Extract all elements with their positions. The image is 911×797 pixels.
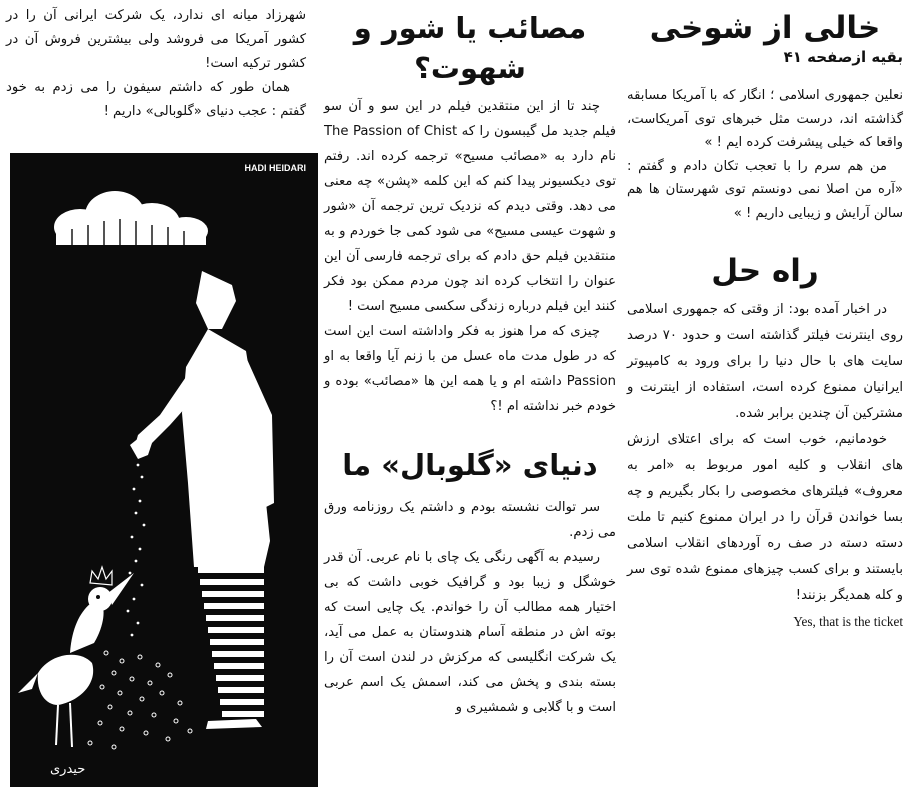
paragraph: شهرزاد میانه ای ندارد، یک شرکت ایرانی آن را در کشور آمریکا می فروشد ولی بیشترین فروش آن در کشور ترکیه است! (6, 8, 306, 71)
cartoon-credit: HADI HEIDARI (244, 163, 306, 173)
paragraph: نعلین جمهوری اسلامی ؛ انگار که با آمریکا مسابقه گذاشته اند، درست مثل خبرهای توی آمریکاست، واقعا که خیلی پیشرفت کرده ایم ! » (627, 88, 903, 150)
paragraph: سر توالت نشسته بودم و داشتم یک روزنامه ورق می زدم. (324, 500, 616, 540)
english-line: Yes, that is the ticket (793, 614, 903, 629)
paragraph: همان طور که داشتم سیفون را می زدم به خود گفتم : عجب دنیای «گلوبالی» داریم ! (6, 80, 306, 119)
left-column (6, 0, 306, 124)
continued-from-page: بقیه ازصفحه ۴۱ (783, 48, 903, 66)
column-title-global-world: دنیای «گلوبال» ما (342, 448, 598, 482)
paragraph: من هم سرم را با تعجب تکان دادم و گفتم : «آره من اصلا نمی دونستم توی شهرستان ها هم سالن آرایش و زیبایی داریم ! » (627, 158, 903, 221)
paragraph: در اخبار آمده بود: از وقتی که جمهوری اسلامی روی اینترنت فیلتر گذاشته است و حدود ۷۰ درصد سایت های با حال دنیا را برای ورود به کامپیوتر ایرانیان ممنوع کرده است، استفاده از اینترنت و مشترکین آن چندین برابر شده. (627, 302, 903, 421)
middle-column (324, 0, 616, 720)
paragraph: چند تا از این منتقدین فیلم در این سو و آن سو فیلم جدید مل گیبسون را که The Passion of Chist نام دارد به «مصائب مسیح» ترجمه کرده اند. رفتم توی دیکسیونر پیدا کنم که این کلمه «پشن» چه معنی می دهد. وقتی دیدم که نزدیک ترین ترجمه آن «شور و شهوت عیسی مسیح» می شود کمی جا خوردم و به منتقدین فیلم حق دادم که برای ترجمه فارسی آن این عنوان را انتخاب کرده اند چون مردم ممکن بود فکر کنند این فیلم درباره زندگی سکسی مسیح است ! (324, 99, 616, 314)
editorial-cartoon (10, 153, 318, 787)
cartoon-signature: حیدری (50, 762, 86, 777)
column-title-passion: مصائب یا شور و شهوت؟ (353, 11, 587, 85)
right-column (627, 0, 903, 634)
paragraph: رسیدم به آگهی رنگی یک چای با نام عربی. آن قدر خوشگل و زیبا بود و گرافیک خوبی داشت که بی اختیار همه مطالب آن را خواندم. یک چایی است که بوته اش در منطقه آسام هندوستان به عمل می آید، یک شرکت انگلیسی که مرکزش در لندن است آن را بسته بندی و پخش می کند، اسمش یک اسم عربی است و با گلابی و شمشیری و (324, 550, 616, 715)
paragraph: چیزی که مرا هنوز به فکر واداشته است این است که در طول مدت ماه عسل من با زنم آیا واقعا به او Passion داشته ام و یا همه این ها «مصائب» بوده و خودم خبر نداشته ام !؟ (324, 324, 616, 414)
column-title-no-joke: خالی از شوخی (649, 10, 881, 46)
column-title-solution: راه حل (711, 253, 819, 289)
paragraph: خودمانیم، خوب است که برای اعتلای ارزش های انقلاب و کلیه امور مربوط به «امر به معروف» فیلترهای مخصوصی را بکار بگیریم و چه بسا خواندن قرآن را در ایران ممنوع کنیم تا ملت دسته دسته در صف ره آوردهای انقلاب اسلامی بایستند و برای کسب چیزهای ممنوع شده توی سر و کله همدیگر بزنند! (627, 432, 903, 603)
